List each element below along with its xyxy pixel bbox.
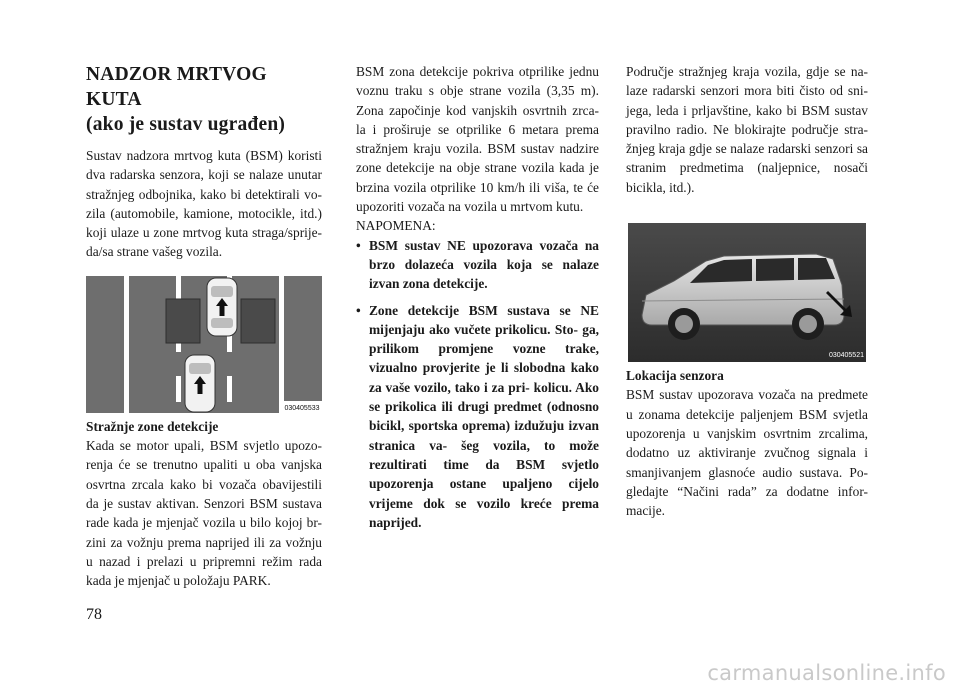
section-title — [86, 62, 322, 137]
bullet: • — [356, 237, 361, 253]
detection-zone-left — [166, 299, 200, 343]
column-middle — [356, 62, 599, 539]
figure-code: 030405521 — [828, 352, 864, 360]
body-paragraph: Kada se motor upali, BSM svjetlo upozo- renja će se trenutno upaliti u oba vanjska osvrtna zrcala kako bi vozača obavijestili da je sustav aktivan. Senzori BSM sustava rade kada je mjenjač vozila u bilo kojoj br- zini za vožnju prema naprijed ili za vožnju u nazad i prelazi u pripremni režim rada kada je mjenjač u položaju PARK. — [86, 438, 322, 589]
lane-dash — [176, 376, 181, 402]
figure-code: 030405533 — [284, 404, 320, 412]
rear-detection-zones-figure — [86, 276, 322, 413]
following-vehicle — [185, 355, 215, 412]
lane-dash — [227, 376, 232, 402]
bullet: • — [356, 302, 361, 318]
sensor-area-paragraph: Područje stražnjeg kraja vozila, gdje se na- laze radarski senzori mora biti čisto od sni- jega, leda i prljavštine, kako bi BSM sustav pravilno radio. Ne blokirajte područje stra- žnjeg kraja gdje se nalaze radarski senzori sa stranim predmetima (naljepnice, nosači bicikla, itd.). — [626, 64, 868, 195]
warning-paragraph: BSM sustav upozorava vozača na predmete u zonama detekcije paljenjem BSM svjetla upozorenja u vanjskim osvrtnim zrcalima, dodatno uz aktiviranje zvučnog signala i smanjivanjem glasnoće audio sustava. Po- gledajte “Načini rada” za dodatne infor- macije. — [626, 387, 868, 519]
figure-caption: Stražnje zone detekcije — [86, 418, 219, 434]
intro-paragraph: Sustav nadzora mrtvog kuta (BSM) koristi dva radarska senzora, koji se nalaze unutar stražnjeg odbojnika, kako bi detektirali vo- zila (automobile, kamione, motocikle, itd.) koji ulaze u zone mrtvog kuta straga/sprije- da/sa strane vašeg vozila. — [86, 148, 322, 260]
note-heading: NAPOMENA: — [356, 218, 436, 234]
note-item — [356, 236, 599, 294]
column-left — [86, 62, 322, 590]
note-text: BSM sustav NE upozorava vozača na brzo dolazeća vozila koja se nalaze izvan zona detekcije. — [369, 237, 599, 292]
zone-description-paragraph: BSM zona detekcije pokriva otprilike jednu voznu traku s obje strane vozila (3,35 m). Zona započinje kod vanjskih osvrtnih zrca- la i proširuje se otprilike 6 metara prema stražnjem kraju vozila. BSM sustav nadzire zone detekcije na obje strane vozila kada je brzina vozila otprilike 10 km/h ili viša, te će upozoriti vozača na vozila u mrtvom kutu. — [356, 64, 599, 215]
lane-dash — [176, 276, 181, 302]
detection-zone-right — [241, 299, 275, 343]
title-line-1: NADZOR MRTVOG KUTA — [86, 64, 267, 110]
figure-caption: Lokacija senzora — [626, 368, 724, 384]
note-list — [356, 236, 599, 532]
note-item — [356, 301, 599, 533]
lane-line-left — [124, 276, 129, 413]
column-right — [626, 62, 868, 520]
page-number: 78 — [86, 606, 102, 623]
host-vehicle — [207, 278, 237, 336]
note-text: Zone detekcije BSM sustava se NE mijenjaju ako vučete prikolicu. Sto- ga, prilikom promjene vozne trake, vizualno provjerite je li slobodna kako za vaše vozilo, tako i za pri- kolicu. Ako se prikolica ili drugi predmet (odnosno bicikl, sportska oprema) izdužuju izvan stranica va- šeg vozila, to može rezultirati time da BSM svjetlo upozorenja ostane upaljeno cijelo vrijeme dok se vozilo kreće prema naprijed. — [369, 302, 599, 530]
watermark: carmanualsonline.info — [707, 661, 946, 685]
title-line-2: (ako je sustav ugrađen) — [86, 114, 286, 135]
lane-line-right — [279, 276, 284, 413]
sensor-location-figure — [628, 223, 866, 362]
